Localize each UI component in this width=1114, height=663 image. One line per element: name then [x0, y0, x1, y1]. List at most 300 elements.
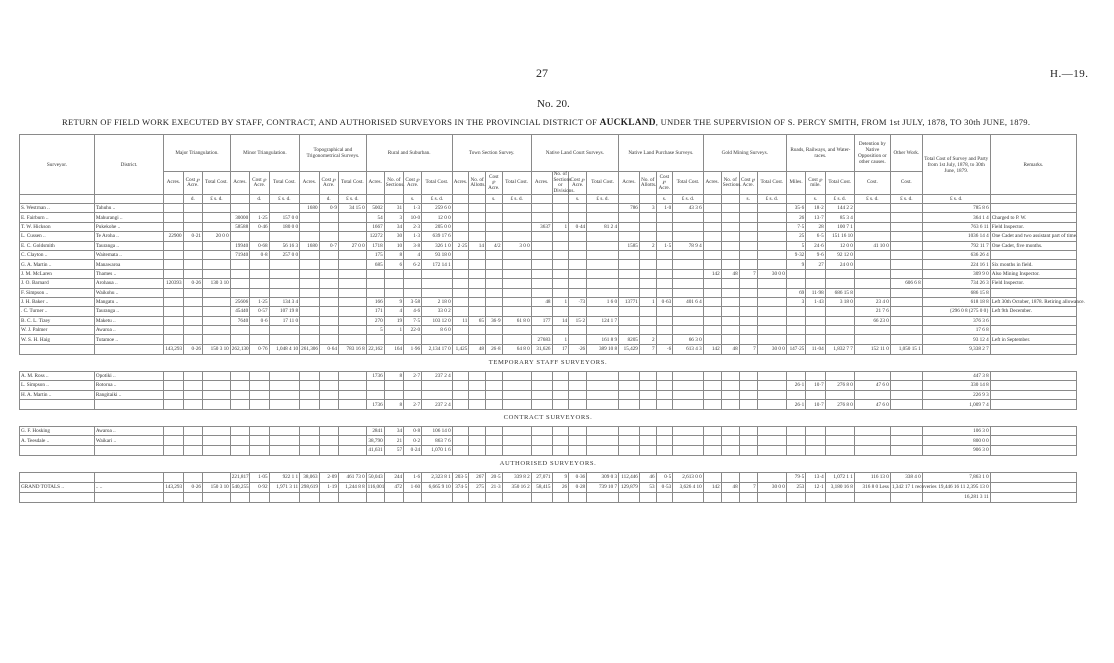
cell-roads-miles: [786, 279, 805, 288]
cell-gold-cpa: [739, 371, 757, 380]
cell-nlp-cpa: [656, 260, 673, 269]
cell-gold-no: 48: [721, 482, 739, 492]
cell-nlc-no: [552, 445, 569, 455]
cell-minor-cpa: [250, 400, 269, 410]
cell-gold-cpa: [739, 316, 757, 325]
cell-rural-no: [384, 381, 403, 390]
cell-roads-miles: 25: [786, 232, 805, 241]
cell-minor-total: [269, 269, 300, 278]
cell-nlp-total: [673, 213, 704, 222]
cell-minor-total: [269, 288, 300, 297]
cell-town-cpa: [485, 371, 502, 380]
cell-surveyor: L. Simpson ..: [20, 381, 95, 390]
units-cell: s.: [656, 195, 673, 204]
cell-topo-total: [338, 436, 366, 445]
cell-town-total: [502, 390, 531, 399]
col-minor-triangulation: Minor Triangulation.: [230, 135, 299, 172]
cell-topo-cpa: [319, 297, 338, 306]
totals-row: [20, 472, 1077, 482]
cell-surveyor: C. Clayton ..: [20, 250, 95, 259]
cell-gold-total: [757, 288, 786, 297]
cell-nlp-total: [673, 390, 704, 399]
cell-topo-total: [338, 213, 366, 222]
cell-nlc-total: [587, 279, 619, 288]
cell-district: [94, 344, 163, 354]
cell-major-cpa: [183, 335, 202, 344]
col-gold-mining: Gold Mining Surveys.: [703, 135, 786, 172]
cell-town-no: [469, 335, 486, 344]
cell-roads-miles: [786, 445, 805, 455]
cell-gold-acres: [703, 204, 721, 213]
cell-town-acres: 11: [452, 316, 469, 325]
cell-nlp-acres: 112,446: [619, 472, 640, 482]
cell-nlc-cpa: [569, 390, 587, 399]
cell-gold-total: [757, 279, 786, 288]
units-cell: £ s. d.: [502, 195, 531, 204]
cell-total: 7,863 1 0: [922, 472, 990, 482]
cell-roads-miles: 79·5: [786, 472, 805, 482]
cell-total: 686 15 8: [922, 288, 990, 297]
cell-nlc-total: [587, 250, 619, 259]
cell-nlc-total: 1 6 0: [587, 297, 619, 306]
cell-nlp-acres: [619, 427, 640, 436]
cell-rural-cpa: 3·58: [404, 297, 422, 306]
cell-nlp-total: [673, 326, 704, 335]
cell-nlc-cpa: [569, 326, 587, 335]
cell-nlc-no: 1: [552, 335, 569, 344]
cell-det-cost: [854, 250, 890, 259]
cell-nlp-acres: [619, 371, 640, 380]
cell-nlp-total: 3,626 4 10: [673, 482, 704, 492]
cell-total: 1,009 7 4: [922, 400, 990, 410]
cell-minor-acres: [230, 492, 249, 502]
subheader-acres: Acres.: [531, 172, 552, 195]
cell-rural-cpa: 0·2: [404, 436, 422, 445]
table-row: [20, 371, 1077, 380]
cell-nlp-total: 613 4 3: [673, 344, 704, 354]
cell-minor-cpa: [250, 232, 269, 241]
cell-remarks: [990, 316, 1076, 325]
cell-town-cpa: [485, 381, 502, 390]
cell-nlc-total: [587, 204, 619, 213]
cell-topo-total: 783 16 8: [338, 344, 366, 354]
cell-minor-acres: 221,817: [231, 474, 249, 481]
units-cell: [552, 195, 569, 204]
table-row: [20, 436, 1077, 445]
cell-nlc-acres: [531, 288, 552, 297]
cell-remarks: [990, 445, 1076, 455]
cell-gold-no: [721, 492, 739, 502]
cell-topo-cpa: 2·09: [319, 472, 338, 482]
cell-topo-acres: [300, 288, 319, 297]
cell-rural-acres: 54: [366, 213, 384, 222]
cell-gold-cpa: [739, 390, 757, 399]
cell-roads-cpm: 1·43: [806, 297, 825, 306]
cell-major-acres: [164, 492, 183, 502]
cell-major-total: [203, 222, 231, 231]
cell-rural-acres: 175: [366, 250, 384, 259]
cell-det-cost: 116 13 0: [854, 472, 890, 482]
cell-total: 106 3 0: [922, 427, 990, 436]
cell-det-cost: 41 10 0: [854, 241, 890, 250]
section-contract: [20, 410, 1077, 427]
cell-rural-no: 3: [384, 213, 403, 222]
cell-rural-cpa: [404, 335, 422, 344]
cell-rural-no: [384, 288, 403, 297]
cell-total: 93 12 4: [922, 335, 990, 344]
units-cell: [300, 195, 319, 204]
field-work-return-table: [19, 134, 1085, 503]
cell-topo-total: 461 73 0: [338, 472, 366, 482]
cell-nlc-no: [552, 250, 569, 259]
cell-nlp-acres: [619, 269, 640, 278]
cell-surveyor: L. Cussen ..: [20, 232, 95, 241]
cell-det-cost: [854, 445, 890, 455]
cell-nlc-total: [587, 326, 619, 335]
cell-major-acres: [164, 297, 183, 306]
cell-topo-cpa: [319, 445, 338, 455]
cell-district: Tauranga ..: [94, 241, 163, 250]
cell-nlc-no: 14: [552, 316, 569, 325]
cell-gold-cpa: [739, 445, 757, 455]
cell-total: 618 18 8: [922, 297, 990, 306]
final-total-row: [20, 492, 1077, 502]
cell-major-total: 20 0 0: [203, 232, 231, 241]
cell-nlp-total: [673, 307, 704, 316]
cell-nlc-no: [552, 390, 569, 399]
cell-roads-miles: [786, 316, 805, 325]
cell-town-acres: [452, 400, 469, 410]
cell-gold-cpa: [739, 288, 757, 297]
cell-major-total: [203, 288, 231, 297]
cell-nlp-total: [673, 427, 704, 436]
cell-other-cost: [890, 335, 922, 344]
cell-nlc-acres: [531, 241, 552, 250]
cell-topo-acres: [300, 326, 319, 335]
cell-nlc-total: [587, 390, 619, 399]
cell-nlp-acres: [619, 279, 640, 288]
cell-gold-cpa: [739, 297, 757, 306]
cell-major-acres: [164, 390, 183, 399]
cell-major-acres: 120393: [164, 279, 183, 288]
subheader-acres: Acres.: [300, 172, 319, 195]
cell-topo-cpa: [319, 335, 338, 344]
cell-rural-no: 164: [384, 344, 403, 354]
cell-major-total: [203, 307, 231, 316]
cell-nlc-cpa: ·26: [569, 344, 587, 354]
cell-major-total: 150 3 10: [203, 482, 231, 492]
cell-gold-cpa: 7: [739, 482, 757, 492]
cell-roads-miles: 26: [786, 213, 805, 222]
totals-row: [20, 445, 1077, 455]
cell-gold-cpa: [739, 381, 757, 390]
cell-nlp-cpa: ·6: [656, 344, 673, 354]
cell-minor-acres: [230, 260, 249, 269]
cell-town-cpa: [485, 326, 502, 335]
cell-town-total: [502, 400, 531, 410]
cell-roads-miles: [786, 390, 805, 399]
cell-gold-total: [757, 400, 786, 410]
cell-major-acres: [164, 316, 183, 325]
cell-minor-acres: 19940: [230, 241, 249, 250]
cell-town-cpa: [485, 269, 502, 278]
cell-nlc-cpa: [569, 371, 587, 380]
cell-nlc-total: [587, 288, 619, 297]
units-cell: £ s. d.: [825, 195, 854, 204]
cell-rural-total: 6,665 9 10: [422, 482, 453, 492]
cell-surveyor: W. S. H. Haig: [20, 335, 95, 344]
cell-major-total: 150 3 10: [203, 344, 231, 354]
cell-town-cpa: [485, 279, 502, 288]
cell-gold-acres: [703, 288, 721, 297]
cell-district: Awaroa ..: [94, 326, 163, 335]
cell-rural-total: [422, 288, 453, 297]
cell-rural-total: 205 0 0: [422, 222, 453, 231]
cell-town-total: [502, 335, 531, 344]
cell-nlp-cpa: 0·5: [656, 472, 673, 482]
cell-other-cost: [890, 436, 922, 445]
cell-nlc-total: 81 2 4: [587, 222, 619, 231]
cell-roads-miles: 26·1: [786, 381, 805, 390]
cell-nlp-cpa: 1·5: [656, 241, 673, 250]
cell-rural-cpa: [404, 288, 422, 297]
cell-minor-acres: [230, 445, 249, 455]
cell-gold-acres: [703, 445, 721, 455]
cell-nlp-cpa: [656, 390, 673, 399]
cell-minor-acres: 540,255: [231, 484, 249, 491]
cell-nlp-cpa: [656, 335, 673, 344]
cell-topo-cpa: [319, 371, 338, 380]
cell-minor-cpa: [250, 371, 269, 380]
cell-total: 226 9 3: [922, 390, 990, 399]
cell-topo-cpa: [319, 213, 338, 222]
cell-rural-no: 9: [384, 297, 403, 306]
cell-major-acres: [164, 241, 183, 250]
cell-town-acres: [452, 232, 469, 241]
section-title: CONTRACT SURVEYORS.: [20, 410, 1077, 427]
cell-roads-cpm: [806, 436, 825, 445]
cell-major-cpa: [183, 316, 202, 325]
cell-nlc-no: [552, 213, 569, 222]
cell-det-cost: [854, 326, 890, 335]
cell-rural-acres: 1718: [366, 241, 384, 250]
cell-remarks: One Cadet, five months.: [990, 241, 1076, 250]
cell-nlc-cpa: [569, 213, 587, 222]
cell-rural-cpa: 1·3: [404, 204, 422, 213]
cell-nlp-no: [639, 492, 656, 502]
cell-roads-total: [825, 335, 854, 344]
cell-rural-acres: 22,162: [366, 344, 384, 354]
cell-topo-total: [338, 371, 366, 380]
cell-rural-no: 8: [384, 371, 403, 380]
units-cell: s.: [739, 195, 757, 204]
cell-rural-total: [422, 269, 453, 278]
cell-rural-cpa: 1·3: [404, 232, 422, 241]
cell-total: 364 1 4: [922, 213, 990, 222]
cell-minor-acres: [230, 279, 249, 288]
col-major-triangulation: Major Triangulation.: [164, 135, 231, 172]
cell-remarks: [990, 344, 1076, 354]
subheader-total-cost: Total Cost.: [338, 172, 366, 195]
totals-row: [20, 344, 1077, 354]
cell-roads-cpm: 18·2: [806, 204, 825, 213]
subheader-acres: Acres.: [703, 172, 721, 195]
cell-gold-cpa: [739, 222, 757, 231]
cell-nlp-acres: 8205: [619, 335, 640, 344]
cell-roads-total: 686 15 8: [825, 288, 854, 297]
cell-topo-acres: [300, 307, 319, 316]
cell-gold-acres: 142: [703, 482, 721, 492]
cell-topo-total: [338, 260, 366, 269]
cell-major-cpa: [183, 371, 202, 380]
cell-gold-total: [757, 297, 786, 306]
cell-major-acres: [164, 213, 183, 222]
cell-town-acres: [452, 381, 469, 390]
cell-gold-total: [757, 241, 786, 250]
cell-minor-total: 157 0 0: [269, 213, 300, 222]
totals-row: [20, 400, 1077, 410]
cell-town-total: 350 16 2: [502, 482, 531, 492]
cell-nlp-total: [673, 371, 704, 380]
cell-nlc-cpa: [569, 260, 587, 269]
cell-roads-total: [825, 326, 854, 335]
cell-rural-no: 1: [384, 326, 403, 335]
cell-nlp-cpa: [656, 436, 673, 445]
cell-remarks: One Cadet and two assistant part of time.: [991, 233, 1078, 240]
cell-major-acres: [164, 445, 183, 455]
cell-town-cpa: [485, 204, 502, 213]
cell-district: [94, 400, 163, 410]
cell-nlp-no: [639, 381, 656, 390]
cell-gold-acres: [703, 400, 721, 410]
cell-nlp-acres: [619, 288, 640, 297]
cell-nlc-no: [552, 400, 569, 410]
cell-rural-cpa: [404, 390, 422, 399]
cell-gold-total: [757, 213, 786, 222]
col-native-land-court: Native Land Court Surveys.: [531, 135, 618, 172]
cell-nlp-total: [673, 436, 704, 445]
cell-rural-cpa: 2·7: [404, 371, 422, 380]
cell-major-acres: [164, 307, 183, 316]
cell-nlc-total: [587, 371, 619, 380]
cell-minor-acres: [230, 269, 249, 278]
cell-remarks: [990, 390, 1076, 399]
cell-minor-cpa: [250, 288, 269, 297]
cell-roads-miles: 253: [786, 482, 805, 492]
cell-rural-cpa: 1·6: [404, 472, 422, 482]
cell-major-cpa: [183, 427, 202, 436]
cell-town-total: 3 0 0: [502, 241, 531, 250]
cell-major-total: [203, 381, 231, 390]
cell-gold-no: [721, 307, 739, 316]
cell-minor-acres: 7640: [230, 316, 249, 325]
table-row: [20, 390, 1077, 399]
cell-major-acres: [164, 222, 183, 231]
cell-minor-cpa: [250, 427, 269, 436]
cell-nlp-total: [673, 279, 704, 288]
cell-nlc-acres: 27683: [531, 335, 552, 344]
cell-roads-total: 1,832 7 7: [825, 344, 854, 354]
cell-rural-acres: [366, 279, 384, 288]
units-cell: £ s. d.: [338, 195, 366, 204]
cell-other-cost: [890, 241, 922, 250]
cell-minor-cpa: 0·6: [250, 316, 269, 325]
cell-major-total: [203, 335, 231, 344]
cell-town-total: [502, 371, 531, 380]
cell-topo-acres: [300, 427, 319, 436]
cell-nlp-acres: [619, 307, 640, 316]
cell-town-no: [469, 371, 486, 380]
cell-rural-no: 8: [384, 400, 403, 410]
units-cell: [619, 195, 640, 204]
cell-topo-acres: 261,306: [301, 346, 318, 353]
cell-major-acres: [164, 472, 183, 482]
cell-gold-no: [721, 279, 739, 288]
cell-gold-acres: [703, 316, 721, 325]
cell-major-acres: [164, 335, 183, 344]
cell-town-cpa: [485, 427, 502, 436]
cell-nlc-cpa: [569, 335, 587, 344]
cell-town-total: 339 8 2: [502, 472, 531, 482]
cell-nlp-no: [639, 232, 656, 241]
cell-gold-cpa: 7: [739, 344, 757, 354]
cell-nlp-total: [673, 250, 704, 259]
cell-surveyor: G. A. Martin ..: [20, 260, 95, 269]
cell-major-cpa: [183, 250, 202, 259]
cell-roads-cpm: 12·1: [806, 482, 825, 492]
cell-town-cpa: 21·3: [485, 482, 502, 492]
grand-totals-row: [20, 482, 1077, 492]
cell-minor-acres: [230, 381, 249, 390]
cell-roads-miles: [786, 335, 805, 344]
cell-town-acres: [452, 288, 469, 297]
cell-gold-no: 48: [721, 269, 739, 278]
units-cell: s.: [806, 195, 825, 204]
cell-major-cpa: 0·26: [183, 482, 202, 492]
cell-rural-cpa: [404, 269, 422, 278]
cell-gold-no: [721, 390, 739, 399]
cell-det-cost: [854, 204, 890, 213]
cell-town-no: [469, 427, 486, 436]
cell-roads-miles: 26·1: [786, 400, 805, 410]
cell-nlc-no: [552, 241, 569, 250]
cell-major-total: [203, 213, 231, 222]
cell-roads-miles: [786, 269, 805, 278]
cell-nlp-cpa: [656, 222, 673, 231]
cell-total: 447 3 8: [922, 371, 990, 380]
cell-district: Mahurangi ..: [94, 213, 163, 222]
cell-district: Maketu ..: [94, 316, 163, 325]
table-row: [20, 204, 1077, 213]
cell-topo-cpa: [319, 436, 338, 445]
cell-town-total: [502, 445, 531, 455]
cell-nlp-no: 1: [639, 297, 656, 306]
subheader-cost: Cost.: [854, 172, 890, 195]
cell-surveyor: [20, 472, 95, 482]
cell-nlc-acres: [531, 260, 552, 269]
cell-rural-no: 244: [384, 472, 403, 482]
cell-gold-no: [721, 213, 739, 222]
cell-major-total: [203, 297, 231, 306]
cell-nlp-acres: 129,879: [619, 482, 640, 492]
cell-minor-cpa: [250, 436, 269, 445]
cell-remarks: Left 9th December.: [990, 307, 1076, 316]
cell-nlp-acres: [619, 390, 640, 399]
cell-nlc-total: [587, 492, 619, 502]
cell-town-acres: [452, 260, 469, 269]
cell-town-cpa: [485, 288, 502, 297]
cell-town-total: [502, 436, 531, 445]
